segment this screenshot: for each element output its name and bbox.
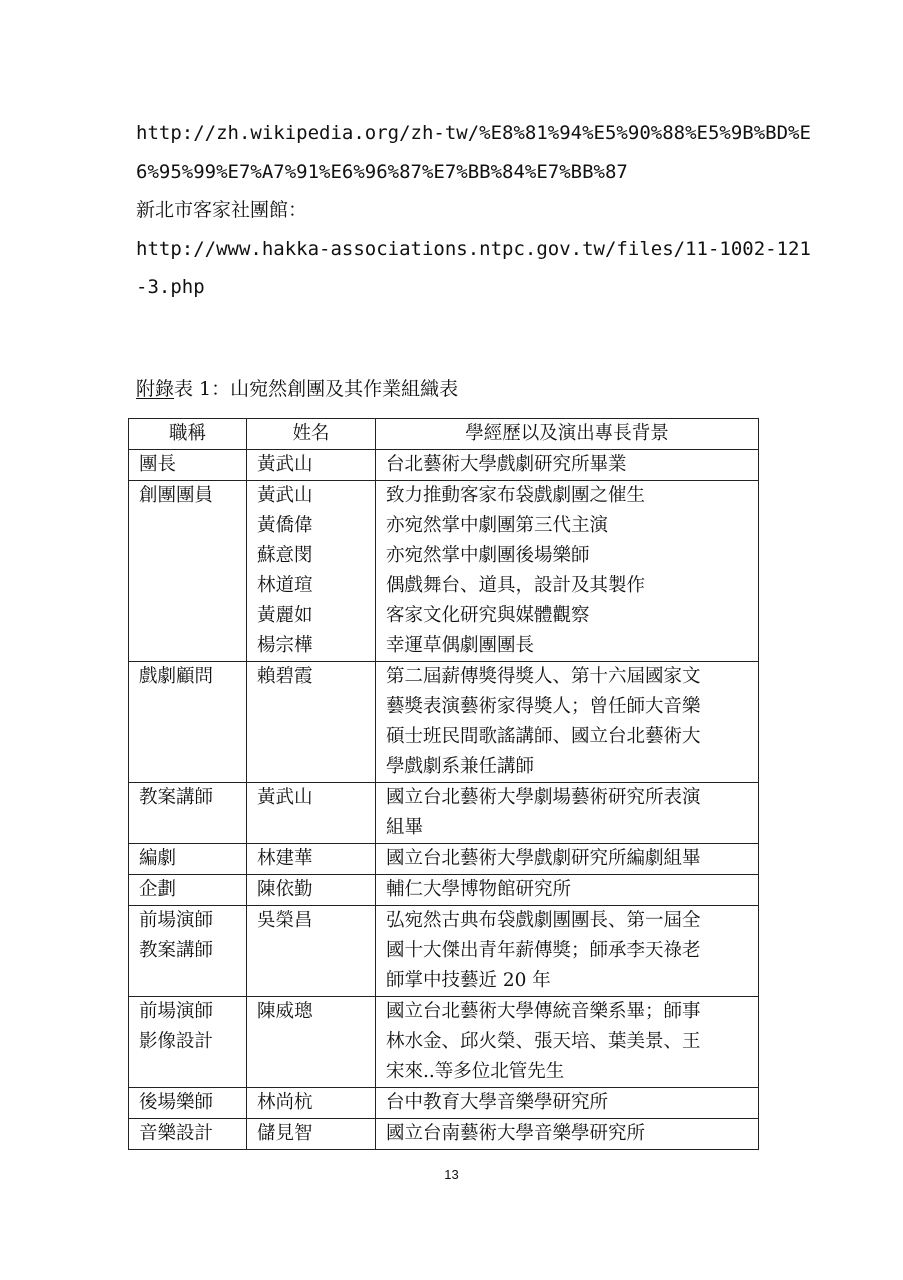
header-background: 學經歷以及演出專長背景 <box>376 419 759 450</box>
table-row <box>129 1088 759 1119</box>
name-cell-line: 蘇意閔 <box>257 545 313 566</box>
name-cell-line: 黃僑偉 <box>257 515 313 536</box>
name-cell-line: 儲見智 <box>257 1123 313 1144</box>
role-cell <box>129 450 247 481</box>
background-cell-line: 國立台北藝術大學劇場藝術研究所表演 <box>386 787 701 808</box>
role-cell-line: 音樂設計 <box>139 1123 214 1144</box>
background-cell-line: 弘宛然古典布袋戲劇團團長、第一屆全 <box>386 910 701 931</box>
reference-url-line[interactable]: 6%95%99%E7%A7%91%E6%96%87%E7%BB%84%E7%BB%87 <box>136 160 628 183</box>
name-cell-line: 黃武山 <box>257 485 313 506</box>
background-cell-line: 國十大傑出青年薪傳獎；師承李天祿老 <box>386 940 701 961</box>
table-row <box>129 906 759 997</box>
table-row <box>129 662 759 783</box>
background-cell-line: 第二屆薪傳獎得獎人、第十六屆國家文 <box>386 666 701 687</box>
background-cell <box>376 783 759 844</box>
table-header-row <box>129 419 759 450</box>
name-cell-line: 陳依勤 <box>257 879 313 900</box>
background-cell-line: 組畢 <box>386 817 424 838</box>
reference-source-label: 新北市客家社團館： <box>136 199 308 221</box>
header-role: 職稱 <box>129 419 247 450</box>
reference-url-line[interactable]: -3.php <box>136 276 205 298</box>
name-cell-line: 黃武山 <box>257 454 313 475</box>
background-cell <box>376 997 759 1088</box>
background-cell-line: 亦宛然掌中劇團後場樂師 <box>386 545 590 566</box>
role-cell-line: 團長 <box>139 454 177 475</box>
role-cell <box>129 783 247 844</box>
background-cell-line: 亦宛然掌中劇團第三代主演 <box>386 515 609 536</box>
role-cell-line: 編劇 <box>139 848 177 869</box>
name-cell-line: 黃武山 <box>257 787 313 808</box>
background-cell-line: 師掌中技藝近 20 年 <box>386 970 551 991</box>
name-cell-line: 賴碧霞 <box>257 666 313 687</box>
role-cell-line: 前場演師 <box>139 910 214 931</box>
role-cell-line: 前場演師 <box>139 1001 214 1022</box>
reference-url-line[interactable]: http://zh.wikipedia.org/zh-tw/%E8%81%94%E5%90%88%E5%9B%BD%E <box>136 122 811 144</box>
role-cell-line: 創團團員 <box>139 485 214 506</box>
name-cell-line: 陳威璁 <box>257 1001 313 1022</box>
table-row <box>129 450 759 481</box>
table-row <box>129 844 759 875</box>
name-cell-line: 黃麗如 <box>257 605 313 626</box>
background-cell-line: 客家文化研究與媒體觀察 <box>386 605 590 626</box>
background-cell <box>376 1119 759 1150</box>
role-cell-line: 影像設計 <box>139 1031 214 1052</box>
organization-table <box>128 418 759 1150</box>
table-body <box>129 450 759 1150</box>
name-cell <box>247 481 376 662</box>
background-cell-line: 幸運草偶劇團團長 <box>386 635 535 656</box>
name-cell-line: 吳榮昌 <box>257 910 313 931</box>
table-row <box>129 481 759 662</box>
table-row <box>129 1119 759 1150</box>
background-cell-line: 台北藝術大學戲劇研究所畢業 <box>386 454 627 475</box>
name-cell <box>247 997 376 1088</box>
background-cell <box>376 875 759 906</box>
background-cell <box>376 906 759 997</box>
role-cell-line: 戲劇顧問 <box>139 666 214 687</box>
background-cell-line: 偶戲舞台、道具，設計及其製作 <box>386 575 646 596</box>
background-cell <box>376 1088 759 1119</box>
background-cell-line: 台中教育大學音樂學研究所 <box>386 1092 609 1113</box>
name-cell <box>247 1119 376 1150</box>
role-cell <box>129 875 247 906</box>
page-number: 13 <box>444 1167 459 1182</box>
references-block <box>136 118 811 311</box>
name-cell <box>247 1088 376 1119</box>
role-cell-line: 教案講師 <box>139 787 214 808</box>
role-cell <box>129 906 247 997</box>
background-cell <box>376 662 759 783</box>
background-cell-line: 碩士班民間歌謠講師、國立台北藝術大 <box>386 726 701 747</box>
role-cell <box>129 481 247 662</box>
role-cell <box>129 1119 247 1150</box>
role-cell-line: 後場樂師 <box>139 1092 214 1113</box>
background-cell-line: 宋來..等多位北管先生 <box>386 1061 565 1082</box>
background-cell <box>376 481 759 662</box>
role-cell-line: 教案講師 <box>139 940 214 961</box>
name-cell <box>247 450 376 481</box>
name-cell-line: 林道瑄 <box>257 575 313 596</box>
table-caption <box>136 374 458 404</box>
background-cell-line: 輔仁大學博物館研究所 <box>386 879 572 900</box>
header-name: 姓名 <box>247 419 376 450</box>
background-cell-line: 國立台北藝術大學戲劇研究所編劇組畢 <box>386 848 701 869</box>
name-cell-line: 楊宗樺 <box>257 635 313 656</box>
background-cell-line: 林水金、邱火榮、張天培、葉美景、王 <box>386 1031 701 1052</box>
role-cell <box>129 844 247 875</box>
caption-appendix-label: 附錄 <box>136 378 175 400</box>
background-cell <box>376 450 759 481</box>
background-cell-line: 致力推動客家布袋戲劇團之催生 <box>386 485 646 506</box>
reference-url-line[interactable]: http://www.hakka-associations.ntpc.gov.tw/files/11-1002-121 <box>136 237 811 260</box>
name-cell <box>247 875 376 906</box>
table-row <box>129 875 759 906</box>
role-cell <box>129 662 247 783</box>
role-cell <box>129 997 247 1088</box>
name-cell-line: 林尚杭 <box>257 1092 313 1113</box>
background-cell-line: 學戲劇系兼任講師 <box>386 756 535 777</box>
background-cell-line: 國立台南藝術大學音樂學研究所 <box>386 1123 646 1144</box>
background-cell <box>376 844 759 875</box>
caption-title: 表 1：山宛然創團及其作業組織表 <box>174 378 459 400</box>
background-cell-line: 國立台北藝術大學傳統音樂系畢；師事 <box>386 1001 701 1022</box>
table-row <box>129 783 759 844</box>
name-cell <box>247 662 376 783</box>
role-cell <box>129 1088 247 1119</box>
name-cell <box>247 906 376 997</box>
name-cell <box>247 783 376 844</box>
role-cell-line: 企劃 <box>139 879 177 900</box>
name-cell-line: 林建華 <box>257 848 313 869</box>
background-cell-line: 藝獎表演藝術家得獎人；曾任師大音樂 <box>386 696 701 717</box>
name-cell <box>247 844 376 875</box>
table-row <box>129 997 759 1088</box>
